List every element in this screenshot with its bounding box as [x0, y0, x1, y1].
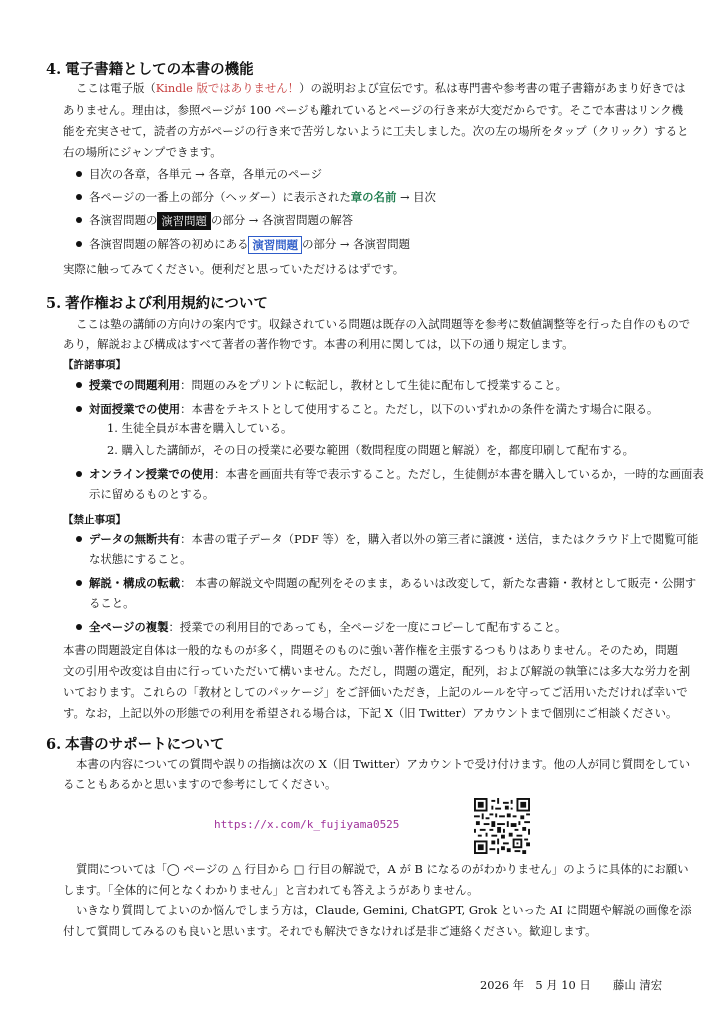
paragraph-line: 能を充実させて，読者の方がページの行き来で苦労しないように工夫しました。次の左の場所をタップ（クリック）すると	[63, 124, 689, 138]
paragraph-line: 実際に触ってみてください。便利だと思っていただけるはずです。	[63, 262, 405, 276]
text: ：本書をテキストとして使用すること。ただし，以下のいずれかの条件を満たす場合に限る。	[180, 402, 659, 416]
text: ここは電子版（	[76, 81, 156, 95]
bullet-icon	[76, 624, 82, 630]
sub-list-item: 1. 生徒全員が本書を購入している。	[107, 421, 293, 435]
paragraph-line: 質問については「◯ ページの △ 行目から □ 行目の解説で，A が B になるのがわかりません」のように具体的にお願い	[76, 862, 689, 876]
list-item	[89, 401, 658, 417]
footer-date: 2026 年 5 月 10 日	[480, 978, 591, 992]
list-item	[89, 212, 353, 230]
qr-code-icon[interactable]	[474, 798, 530, 854]
bullet-icon	[76, 536, 82, 542]
exercise-black-label[interactable]: 演習問題	[157, 212, 211, 230]
list-item	[89, 166, 322, 182]
section-number: 5.	[46, 295, 62, 312]
paragraph-line: あり，解説および構成はすべて著者の著作物です。本書の利用に関しては，以下の通り規定します。	[63, 337, 574, 351]
bullet-icon	[76, 406, 82, 412]
paragraph-line	[76, 80, 685, 96]
text: 各演習問題の	[89, 213, 158, 227]
section-6-heading	[46, 733, 224, 754]
paragraph-line: 文の引用や改変は自由に行っていただいて構いません。ただし，問題の選定，配列，および解説の執筆には多大な労力を割	[63, 664, 691, 678]
text: → 目次	[396, 190, 436, 204]
paragraph-line: 付して質問してみるのも良いと思います。それでも解決できなければ是非ご連絡ください。歓迎します。	[63, 924, 597, 938]
paragraph-line: す。なお，上記以外の形態での利用を希望される場合は，下記 X（旧 Twitter）アカウントまで個別にご相談ください。	[63, 706, 678, 720]
text: ： 本書の解説文や問題の配列をそのまま，あるいは改変して，新たな書籍・教材として販売・公開す	[180, 576, 697, 590]
paragraph-line: 右の場所にジャンプできます。	[63, 145, 222, 159]
bullet-icon	[76, 471, 82, 477]
section-title: 電子書籍としての本書の機能	[65, 62, 254, 78]
chapter-name-link[interactable]: 章の名前	[350, 190, 397, 204]
paragraph-line: ここは塾の講師の方向けの案内です。収録されている問題は既存の入試問題等を参考に数値調整等を行った自作のもので	[76, 317, 691, 331]
forbidden-label: 【禁止事項】	[63, 514, 126, 526]
exercise-blue-label[interactable]: 演習問題	[248, 236, 302, 254]
text: 目次の各章，各単元 → 各章，各単元のページ	[89, 167, 322, 181]
paragraph-line: いきなり質問してよいのか悩んでしまう方は，Claude, Gemini, ChatGPT, Grok といった AI に問題や解説の画像を添	[76, 903, 692, 917]
section-title: 本書のサポートについて	[65, 737, 225, 753]
text: ）の説明および宣伝です。私は専門書や参考書の電子書籍があまり好きでは	[299, 81, 686, 95]
list-item	[89, 236, 410, 254]
list-item	[89, 531, 698, 547]
text: 各ページの一番上の部分（ヘッダー）に表示された	[89, 190, 351, 204]
term: 全ページの複製	[89, 620, 169, 634]
list-item	[89, 466, 704, 482]
bullet-icon	[76, 382, 82, 388]
term: 解説・構成の転載	[89, 576, 181, 590]
term: 対面授業での使用	[89, 402, 181, 416]
bullet-icon	[76, 241, 82, 247]
term: 授業での問題利用	[89, 378, 181, 392]
list-item	[89, 575, 696, 591]
allowed-label: 【許諾事項】	[63, 359, 126, 371]
section-5-heading	[46, 292, 268, 313]
paragraph-line: ありません。理由は，参照ページが 100 ページも離れているとページの行き来が大変だからです。そこで本書はリンク機	[63, 103, 684, 117]
paragraph-line: 示に留めるものとする。	[89, 487, 215, 501]
text: ：授業での利用目的であっても，全ページを一度にコピーして配布すること。	[168, 620, 567, 634]
paragraph-line: ること。	[89, 596, 135, 610]
twitter-account-link[interactable]: https://x.com/k_fujiyama0525	[214, 818, 400, 831]
section-number: 4.	[46, 61, 62, 78]
text: の部分 → 各演習問題の解答	[210, 213, 354, 227]
sub-list-item: 2. 購入した講師が，その日の授業に必要な範囲（数問程度の問題と解説）を，都度印刷して配布する。	[107, 443, 635, 457]
text: ：本書を画面共有等で表示すること。ただし，生徒側が本書を購入しているか，一時的な画面表	[213, 467, 704, 481]
footer-author: 藤山 清宏	[613, 978, 663, 992]
text: ：問題のみをプリントに転記し，教材として生徒に配布して授業すること。	[180, 378, 567, 392]
paragraph-line: します。「全体的に何となくわかりません」と言われても答えようがありません。	[63, 883, 479, 897]
text: 各演習問題の解答の初めにある	[89, 237, 249, 251]
list-item	[89, 619, 566, 635]
list-item	[89, 377, 567, 393]
section-4-heading	[46, 58, 254, 79]
paragraph-line: 本書の内容についての質問や誤りの指摘は次の X（旧 Twitter）アカウントで受け付けます。他の人が同じ質問をしてい	[76, 757, 691, 771]
paragraph-line: 本書の問題設定自体は一般的なものが多く，問題そのものに強い著作権を主張するつもりはありません。そのため，問題	[63, 643, 678, 657]
section-number: 6.	[46, 736, 62, 753]
bullet-icon	[76, 171, 82, 177]
paragraph-line: な状態にすること。	[89, 552, 192, 566]
term: データの無断共有	[89, 532, 181, 546]
kindle-warning: Kindle 版ではありません！	[155, 81, 300, 95]
term: オンライン授業での使用	[89, 467, 214, 481]
list-item	[89, 189, 436, 205]
paragraph-line: いております。これらの「教材としてのパッケージ」をご評価いただき，上記のルールを守ってご活用いただければ幸いで	[63, 685, 688, 699]
bullet-icon	[76, 580, 82, 586]
paragraph-line: ることもあるかと思いますので参考にしてください。	[63, 777, 337, 791]
text: ：本書の電子データ（PDF 等）を，購入者以外の第三者に譲渡・送信，またはクラウド上で閲覧可能	[180, 532, 699, 546]
bullet-icon	[76, 194, 82, 200]
section-title: 著作権および利用規約について	[65, 296, 268, 312]
bullet-icon	[76, 217, 82, 223]
text: の部分 → 各演習問題	[302, 237, 410, 251]
